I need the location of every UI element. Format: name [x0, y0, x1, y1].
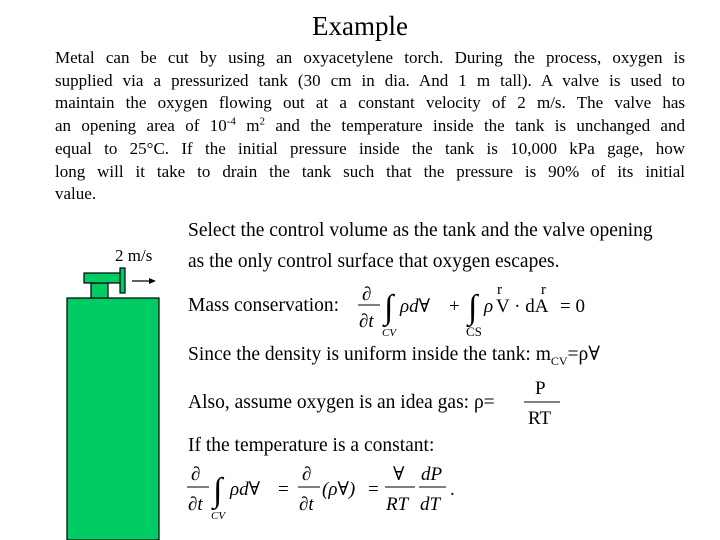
- problem-line-3: maintain the oxygen flowing out at a constant velocity of 2 m/s. The valve has: [55, 93, 685, 113]
- eq1-partial-num: ∂: [362, 284, 372, 305]
- problem-line-7: value.: [55, 184, 97, 204]
- density-line: Since the density is uniform inside the tank: $m_{CV}=\rho\forall$: [188, 344, 601, 368]
- eq2-partial-den-2: ∂t: [299, 494, 314, 515]
- eq1-vec-mark-a: r: [541, 282, 546, 298]
- eq2-partial-num: ∂: [191, 464, 201, 485]
- eq2-integral: ∫: [213, 472, 223, 509]
- solution-line-2: as the only control surface that oxygen escapes.: [188, 251, 560, 272]
- eq2-period: .: [450, 479, 455, 500]
- problem-line-2: supplied via a pressurized tank (30 cm in dia. And 1 m tall). A valve is used to: [55, 70, 685, 90]
- eq2-dp: dP: [421, 464, 443, 485]
- eq2-rho-dv: ρd∀: [230, 479, 261, 500]
- eq2-paren-rho-v: (ρ∀): [322, 479, 356, 500]
- eq2-dt: dT: [420, 494, 441, 515]
- eq1-integral-cs: ∫: [468, 289, 478, 326]
- eq1-zero: = 0: [560, 296, 585, 317]
- eq2-equals-1: =: [278, 479, 289, 500]
- eq2-forall: ∀: [393, 464, 405, 485]
- ideal-gas-line: Also, assume oxygen is an idea gas: ρ=: [188, 392, 495, 413]
- eq1-rho-dv: ρd∀: [400, 296, 431, 317]
- eq2-partial-num-2: ∂: [302, 464, 312, 485]
- eq1-cs: CS: [466, 324, 482, 339]
- eq2-equals-2: =: [368, 479, 379, 500]
- solution-line-1: Select the control volume as the tank and the valve opening: [188, 220, 653, 241]
- eq1-plus: +: [449, 296, 460, 317]
- eq1-cv: CV: [382, 327, 397, 339]
- eq2-rt: RT: [386, 494, 409, 515]
- problem-line-1: Metal can be cut by using an oxyacetylene torch. During the process, oxygen is: [55, 48, 685, 67]
- eq1-v-dot-da: V · dA: [496, 296, 549, 317]
- velocity-label: 2 m/s: [115, 246, 153, 265]
- ideal-den: RT: [528, 408, 552, 429]
- eq1-integral: ∫: [384, 289, 394, 326]
- slide-title: Example: [312, 11, 408, 41]
- eq2-cv: CV: [211, 510, 226, 522]
- problem-line-5: equal to 25°C. If the initial pressure inside the tank is 10,000 kPa gage, how: [55, 138, 685, 158]
- problem-line-6: long will it take to drain the tank such that the pressure is 90% of its initial: [55, 161, 685, 181]
- eq1-vec-mark-v: r: [497, 282, 502, 298]
- temperature-line: If the temperature is a constant:: [188, 435, 435, 456]
- eq1-partial-den: ∂t: [359, 311, 374, 332]
- mass-conservation-label: Mass conservation:: [188, 295, 340, 316]
- ideal-num: P: [535, 378, 546, 399]
- problem-line-4: an opening area of $10^{-4}$ $m^2$ and the temperature inside the tank is unchanged and: [55, 115, 685, 136]
- eq1-rho: ρ: [484, 296, 494, 317]
- eq2-partial-den: ∂t: [188, 494, 203, 515]
